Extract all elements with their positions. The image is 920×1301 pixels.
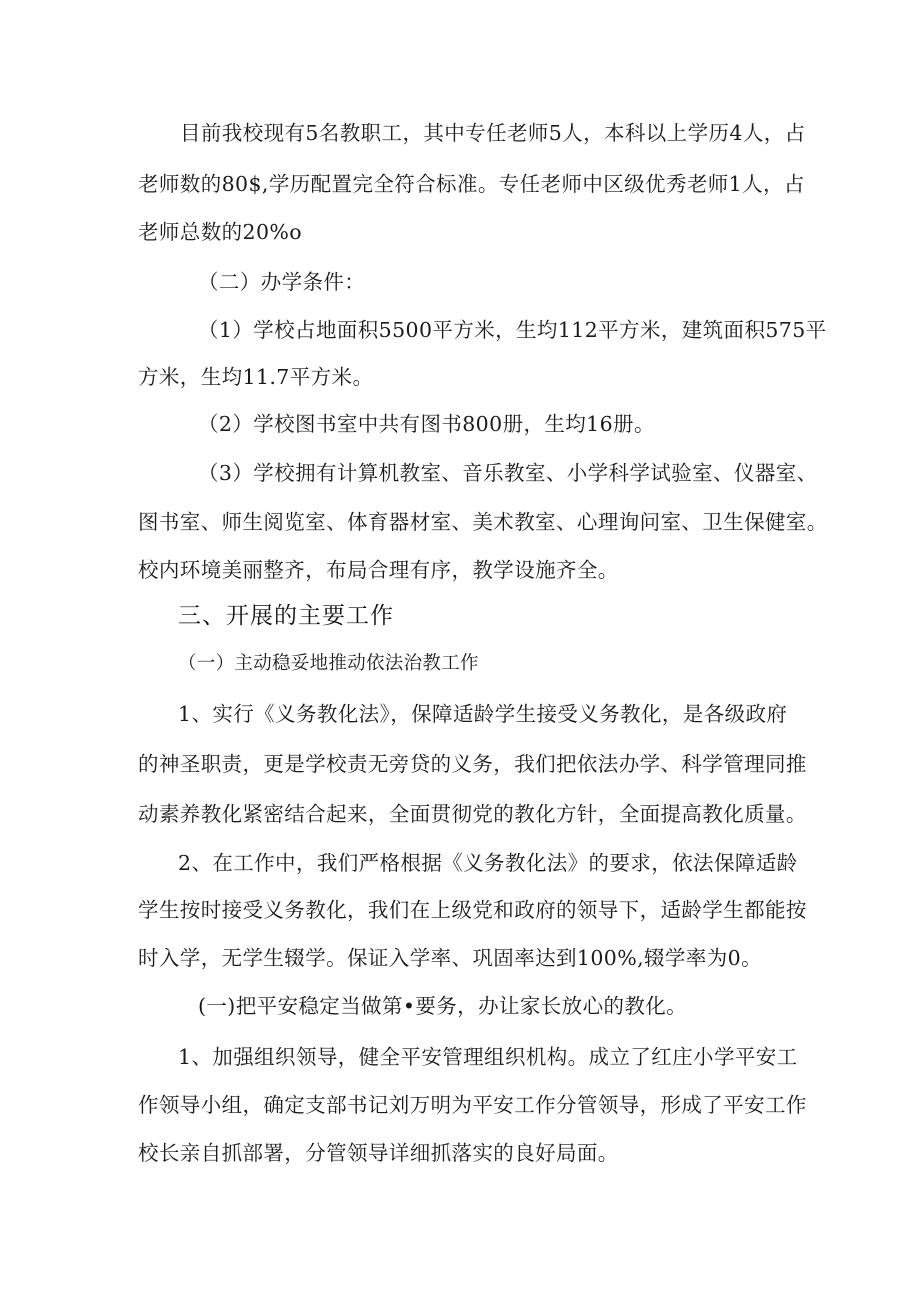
section-heading-conditions: （二）办学条件： — [198, 270, 366, 294]
paragraph-staff-line-1: 目前我校现有5名教职工，其中专任老师5人，本科以上学历4人，占 — [180, 121, 806, 145]
item-3-line-2: 图书室、师生阅览室、体育器材室、美术教室、心理询问室、卫生保健室。 — [138, 510, 828, 534]
paragraph-2-line-3: 时入学，无学生辍学。保证入学率、巩固率达到100%,辍学率为0。 — [138, 946, 762, 970]
paragraph-2-line-1: 2、在工作中，我们严格根据《义务教化法》的要求，依法保障适龄 — [178, 851, 798, 875]
paragraph-staff-line-2: 老师数的80$,学历配置完全符合标准。专任老师中区级优秀老师1人，占 — [138, 172, 805, 196]
item-3-line-3: 校内环境美丽整齐，布局合理有序，教学设施齐全。 — [138, 558, 619, 582]
sub-heading-rule-of-law: （一）主动稳妥地推动依法治教工作 — [178, 653, 479, 674]
main-section-heading: 三、开展的主要工作 — [178, 603, 394, 629]
paragraph-1-line-3: 动素养教化紧密结合起来，全面贯彻党的教化方针，全面提高教化质量。 — [138, 802, 807, 826]
sub-heading-safety: (一)把平安稳定当做第•要务，办让家长放心的教化。 — [198, 994, 688, 1018]
item-2-line: （2）学校图书室中共有图书800册，生均16册。 — [198, 412, 655, 436]
item-3-line-1: （3）学校拥有计算机教室、音乐教室、小学科学试验室、仪器室、 — [198, 461, 818, 485]
paragraph-1-line-1: 1、实行《义务教化法》，保障适龄学生接受义务教化，是各级政府 — [178, 702, 788, 726]
paragraph-3-line-1: 1、加强组织领导，健全平安管理组织机构。成立了红庄小学平安工 — [178, 1045, 798, 1069]
paragraph-3-line-3: 校长亲自抓部署，分管领导详细抓落实的良好局面。 — [138, 1141, 619, 1165]
paragraph-2-line-2: 学生按时接受义务教化，我们在上级党和政府的领导下，适龄学生都能按 — [138, 898, 807, 922]
paragraph-1-line-2: 的神圣职责，更是学校责无旁贷的义务，我们把依法办学、科学管理同推 — [138, 752, 807, 776]
paragraph-3-line-2: 作领导小组，确定支部书记刘万明为平安工作分管领导，形成了平安工作 — [138, 1093, 807, 1117]
item-1-line-1: （1）学校占地面积5500平方米，生均112平方米，建筑面积575平 — [198, 318, 827, 342]
item-1-line-2: 方米，生均11.7平方米。 — [138, 365, 374, 389]
paragraph-staff-line-3: 老师总数的20%o — [138, 220, 303, 244]
